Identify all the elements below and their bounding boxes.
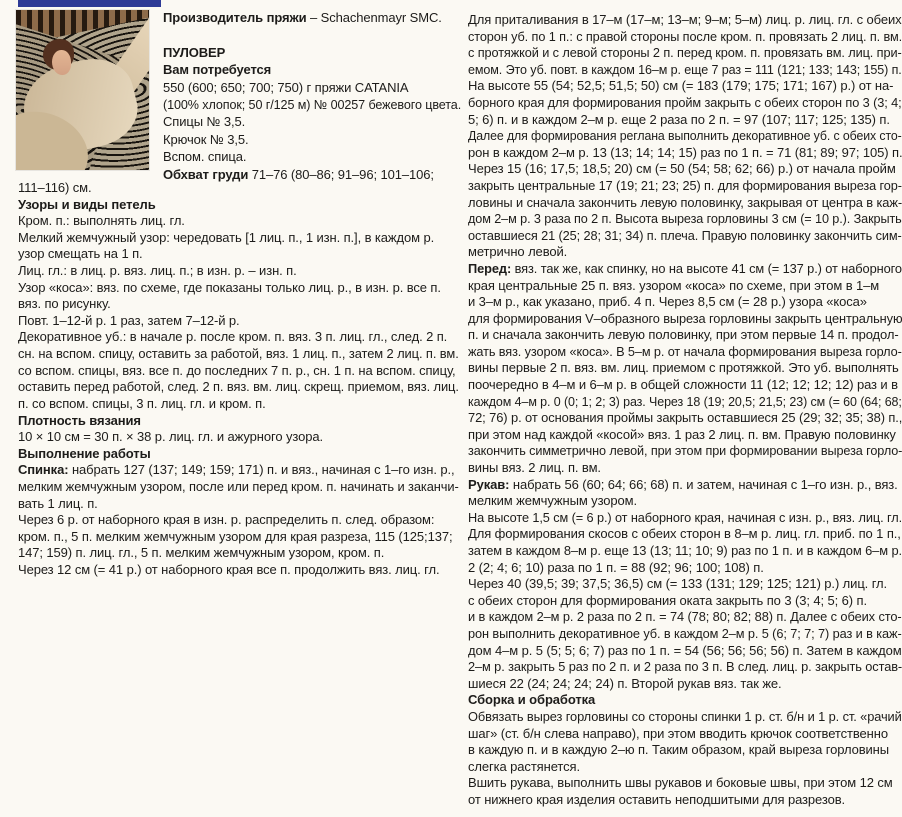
text-line: Узор «коса»: вяз. по схеме, где показаны только лиц. р., в изн. р. все п. — [18, 279, 441, 295]
text-line: Через 6 р. от наборного края в изн. р. распределить п. след. образом: — [18, 512, 435, 528]
text-line: при этом над каждой «косой» вяз. 1 раз 2 лиц. п. вм. Правую половинку — [468, 426, 896, 442]
text-line: На высоте 1,5 см (= 6 р.) от наборного края, начиная с изн. р., вяз. лиц. гл. — [468, 509, 902, 525]
text-line: жать вяз. узором «коса». В 5–м р. от начала формирования выреза горло- — [468, 343, 902, 359]
text-line: 111–116) см. — [18, 180, 92, 195]
text-line: Через 15 (16; 17,5; 18,5; 20) см (= 50 (54; 58; 62; 66) р.) от начала пройм — [468, 161, 896, 177]
text-line: Вам потребуется — [163, 62, 272, 78]
text-line: Далее для формирования реглана выполнить декоративное уб. с обеих сто- — [468, 128, 902, 144]
text-line: Вспом. спица. — [163, 149, 247, 165]
text-line: Производитель пряжи – Schachenmayr SMC. — [163, 10, 442, 25]
text-line: рон выполнить декоративное уб. в каждом 2–м р. 5 (6; 7; 7; 7) раз и в каж- — [468, 625, 902, 641]
text-line: с протяжкой и с левой стороны 2 п. перед кром. п. провязать вм. лиц. при- — [468, 45, 902, 61]
text-line: Обхват груди 71–76 (80–86; 91–96; 101–106; — [163, 166, 434, 182]
text-line: и 3–м р., как указано, приб. 4 п. Через 8,5 см (= 28 р.) узора «коса» — [468, 294, 867, 310]
text-line: вать 1 лиц. п. — [18, 495, 98, 511]
text-line: Сборка и обработка — [468, 692, 596, 708]
text-line: мелким жемчужным узором, после или перед кром. п. начинать и заканчи- — [18, 478, 459, 494]
text-line: Кром. п.: выполнять лиц. гл. — [18, 213, 185, 229]
intro-text-column — [163, 9, 461, 183]
text-line: 147; 159) п. лиц. гл., 5 п. мелким жемчужным узором, кром. п. — [18, 545, 385, 561]
text-line: Выполнение работы — [18, 445, 151, 461]
text-line: 2–м р. закрыть 5 раз по 2 п. и 2 раза по 3 п. В след. лиц. р. закрыть остав- — [468, 659, 902, 675]
text-line: закрыть центральные 17 (19; 21; 23; 25) п. для формирования выреза гор- — [468, 177, 902, 193]
text-line: каждом 4–м р. 0 (0; 1; 2; 3) раз. Через 18 (19; 20,5; 21,5; 23) см (= 60 (64; 68; — [468, 393, 902, 409]
text-line: 10 × 10 см = 30 п. × 38 р. лиц. гл. и ажурного узора. — [18, 429, 323, 445]
text-line: На высоте 55 (54; 52,5; 51,5; 50) см (= 183 (179; 175; 171; 167) р.) от на- — [468, 78, 894, 94]
text-line: Через 12 см (= 41 р.) от наборного края все п. продолжить вяз. лиц. гл. — [18, 562, 440, 578]
text-line: для формирования V–образного выреза горловины закрыть центральную — [468, 310, 902, 326]
text-line: вины вяз. 2 лиц. п. вм. — [468, 460, 601, 476]
text-line: Крючок № 3,5. — [163, 131, 249, 147]
text-line: рон в каждом 2–м р. 13 (13; 14; 14; 15) раз по 1 п. = 71 (81; 89; 97; 105) п. — [468, 144, 902, 160]
text-line: 5; 6) п. и в каждом 2–м р. еще 2 раза по 2 п. = 97 (107; 117; 125; 135) п. — [468, 111, 890, 127]
text-line: метрично левой. — [468, 244, 568, 260]
text-line: Лиц. гл.: в лиц. р. вяз. лиц. п.; в изн. р. – изн. п. — [18, 263, 297, 279]
text-line — [163, 26, 461, 43]
model-face — [52, 50, 71, 75]
text-line: Мелкий жемчужный узор: чередовать [1 лиц. п., 1 изн. п.], в каждом р. — [18, 229, 435, 245]
pullover-photo — [16, 10, 149, 170]
text-line: 72; 76) р. от основания проймы закрыть оставшиеся 25 (29; 32; 35; 38) п., — [468, 410, 902, 426]
text-line: слегка растянется. — [468, 758, 580, 774]
text-line: Для формирования скосов с обеих сторон в 8–м р. лиц. гл. приб. по 1 п., — [468, 526, 901, 542]
text-line: Спицы № 3,5. — [163, 114, 246, 130]
text-line: ловины и сначала закончить левую половинку, закрывая от центра в каж- — [468, 194, 902, 210]
text-line: дом 4–м р. 5 (5; 5; 6; 7) раз по 1 п. = 54 (56; 56; 56; 56) п. Затем в каждом — [468, 642, 902, 658]
text-line: края центральные 25 п. вяз. узором «коса» по схеме, при этом в 1–м — [468, 277, 880, 293]
text-line: шаг» (ст. б/н слева направо), при этом вводить крючок соответственно — [468, 725, 888, 741]
text-line: Узоры и виды петель — [18, 196, 156, 212]
text-line: Декоративное уб.: в начале р. после кром. п. вяз. 3 п. лиц. гл., след. 2 п. — [18, 329, 448, 345]
left-text-column — [18, 180, 459, 579]
text-line: с обеих сторон для формирования оката закрыть по 3 (3; 4; 5; 6) п. — [468, 592, 867, 608]
right-text-column — [468, 12, 902, 809]
top-accent-bar — [18, 0, 161, 7]
text-line: поочередно в 4–м и 6–м р. в общей сложности 11 (12; 12; 12; 12) раз и в — [468, 377, 898, 393]
text-line: и в каждом 2–м р. 2 раза по 2 п. = 74 (78; 80; 82; 88) п. Далее с обеих сто- — [468, 609, 902, 625]
text-line: п. и сначала закончить левую половинку, при этом первые 14 п. продол- — [468, 327, 899, 343]
text-line: 2 (2; 4; 6; 10) раза по 1 п. = 88 (92; 96; 100; 108) п. — [468, 559, 764, 575]
text-line: Спинка: набрать 127 (137; 149; 159; 171) п. и вяз., начиная с 1–го изн. р., — [18, 462, 455, 478]
text-line: Обвязать вырез горловины со стороны спинки 1 р. ст. б/н и 1 р. ст. «рачий — [468, 708, 902, 724]
text-line: п. со вспом. спицы, 3 п. лиц. гл. и кром. п. — [18, 395, 266, 411]
text-line: от нижнего края изделия оставить неподшитыми для разрезов. — [468, 791, 846, 807]
text-line: вяз. по рисунку. — [18, 296, 111, 312]
text-line: Рукав: набрать 56 (60; 64; 66; 68) п. и затем, начиная с 1–го изн. р., вяз. — [468, 476, 898, 492]
text-line: оставить перед работой, след. 2 п. вяз. вм. лиц. скрещ. приемом, вяз. лиц. — [18, 379, 459, 395]
text-line: со вспом. спицы, вяз. все п. до последних 7 п. р., сн. 1 п. на вспом. спицу, — [18, 362, 456, 378]
text-line: затем в каждом 8–м р. еще 13 (13; 11; 10; 9) раз по 1 п. и в каждом 6–м р. — [468, 543, 902, 558]
text-line: узор смещать на 1 п. — [18, 246, 143, 262]
text-line: вины первые 2 п. вяз. вм. лиц. приемом с протяжкой. Это уб. выполнять — [468, 360, 899, 376]
text-line: Вшить рукава, выполнить швы рукавов и боковые швы, при этом 12 см — [468, 775, 893, 791]
text-line: Перед: вяз. так же, как спинку, но на высоте 41 см (= 137 р.) от наборного — [468, 260, 902, 276]
text-line: кром. п., 5 п. мелким жемчужным узором для края разреза, 115 (125;137; — [18, 528, 453, 544]
text-line: мелким жемчужным узором. — [468, 493, 638, 509]
text-line: ПУЛОВЕР — [163, 44, 226, 60]
text-line: шиеся 22 (24; 24; 24; 24) п. Второй рукав вяз. так же. — [468, 675, 782, 691]
text-line: 550 (600; 650; 700; 750) г пряжи CATANIA — [163, 79, 409, 95]
text-line: дом 2–м р. 3 раза по 2 п. Высота выреза горловины 3 см (= 10 р.). Закрыть — [468, 211, 902, 227]
text-line: емом. Это уб. повт. в каждом 16–м р. еще 7 раз = 111 (121; 133; 143; 155) п. — [468, 61, 902, 77]
text-line: в каждую п. и в каждую 2–ю п. Таким образом, край выреза горловины — [468, 742, 890, 758]
text-line: сн. на вспом. спицу, оставить за работой, вяз. 1 лиц. п., затем 2 лиц. п. вм. — [18, 346, 459, 362]
text-line: борного края для формирования пройм закрыть с обеих сторон по 3 (3; 4; — [468, 94, 902, 110]
text-line: (100% хлопок; 50 г/125 м) № 00257 бежевого цвета. — [163, 96, 462, 112]
text-line: закончить симметрично левой, при этом при формировании выреза горло- — [468, 443, 902, 459]
text-line: Для приталивания в 17–м (17–м; 13–м; 9–м; 5–м) лиц. р. лиц. гл. с обеих — [468, 12, 902, 27]
text-line: сторон уб. по 1 п.: с правой стороны после кром. п. провязать 2 лиц. п. вм. — [468, 28, 902, 44]
text-line: Плотность вязания — [18, 412, 141, 428]
text-line: Через 40 (39,5; 39; 37,5; 36,5) см (= 133 (131; 129; 125; 121) р.) лиц. гл. — [468, 576, 888, 592]
text-line: Повт. 1–12-й р. 1 раз, затем 7–12-й р. — [18, 312, 240, 328]
text-line: оставшиеся 21 (25; 28; 31; 34) п. плеча. Правую половинку закончить сим- — [468, 227, 902, 243]
